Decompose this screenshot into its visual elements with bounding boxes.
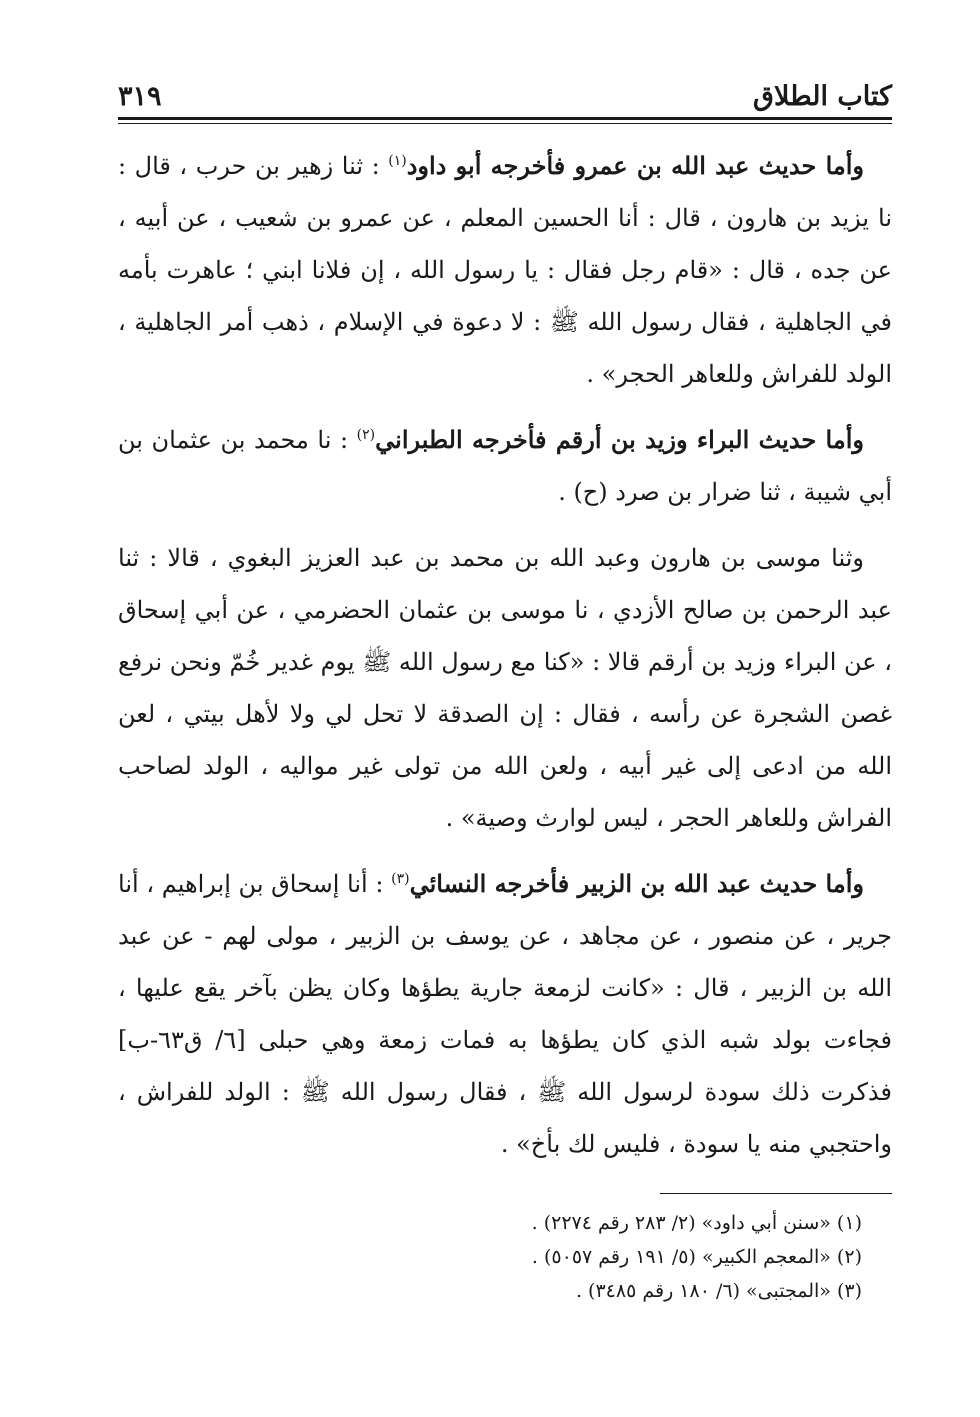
paragraph xyxy=(118,414,892,518)
paragraph-text: وثنا موسى بن هارون وعبد الله بن محمد بن عبد العزيز البغوي ، قالا : ثنا عبد الرحمن بن صالح الأزدي ، نا موسى بن عثمان الحضرمي ، عن أبي إسحاق ، عن البراء وزيد بن أرقم قالا : «كنا مع رسول الله ﷺ يوم غدير خُمّ ونحن نرفع غصن الشجرة عن رأسه ، فقال : إن الصدقة لا تحل لي ولا لأهل بيتي ، لعن الله من ادعى إلى غير أبيه ، ولعن الله من تولى غير مواليه ، الولد لصاحب الفراش وللعاهر الحجر ، ليس لوارث وصية» . xyxy=(118,544,892,832)
chapter-title: كتاب الطلاق xyxy=(753,81,892,112)
footnote-reference: (١) xyxy=(388,153,407,169)
header-rule-thick xyxy=(118,117,892,120)
paragraph-lead: وأما حديث عبد الله بن الزبير فأخرجه النسائي xyxy=(409,869,864,898)
paragraph-text: : ثنا زهير بن حرب ، قال : نا يزيد بن هارون ، قال : أنا الحسين المعلم ، عن عمرو بن شعيب ، عن أبيه ، عن جده ، قال : «قام رجل فقال : يا رسول الله ، إن فلانا ابني ؛ عاهرت بأمه في الجاهلية ، فقال رسول الله ﷺ : لا دعوة في الإسلام ، ذهب أمر الجاهلية ، الولد للفراش وللعاهر الحجر» . xyxy=(118,152,892,388)
footnote: (١) «سنن أبي داود» (٢/ ٢٨٣ رقم ٢٢٧٤) . xyxy=(531,1212,862,1234)
footnote-reference: (٣) xyxy=(391,871,410,887)
paragraph xyxy=(118,858,892,1170)
footnote-reference: (٢) xyxy=(356,427,376,443)
header-rule-thin xyxy=(118,123,892,124)
footnote: (٣) «المجتبى» (٦/ ١٨٠ رقم ٣٤٨٥) . xyxy=(575,1280,862,1302)
paragraph-text: : أنا إسحاق بن إبراهيم ، أنا جرير ، عن منصور ، عن مجاهد ، عن يوسف بن الزبير ، مولى لهم - عن عبد الله بن الزبير ، قال : «كانت لزمعة جارية يطؤها وكان يظن بآخر يقع عليها ، فجاءت بولد شبه الذي كان يطؤها به فمات زمعة وهي حبلى [٦/ ق٦٣-ب] فذكرت ذلك سودة لرسول الله ﷺ ، فقال رسول الله ﷺ : الولد للفراش ، واحتجبي منه يا سودة ، فليس لك بأخ» . xyxy=(118,870,892,1158)
main-text xyxy=(118,140,892,1184)
paragraph-text: : نا محمد بن عثمان بن أبي شيبة ، ثنا ضرار بن صرد (ح) . xyxy=(118,426,892,506)
page-header xyxy=(118,64,892,112)
paragraph-lead: وأما حديث عبد الله بن عمرو فأخرجه أبو داود xyxy=(406,151,864,180)
paragraph xyxy=(118,140,892,400)
paragraph xyxy=(118,532,892,844)
paragraph-lead: وأما حديث البراء وزيد بن أرقم فأخرجه الطبراني xyxy=(375,425,864,454)
footnotes xyxy=(118,1206,892,1308)
footnote-separator xyxy=(660,1193,892,1194)
footnote: (٢) «المعجم الكبير» (٥/ ١٩١ رقم ٥٠٥٧) . xyxy=(531,1246,862,1268)
page-number: ٣١٩ xyxy=(118,81,162,112)
